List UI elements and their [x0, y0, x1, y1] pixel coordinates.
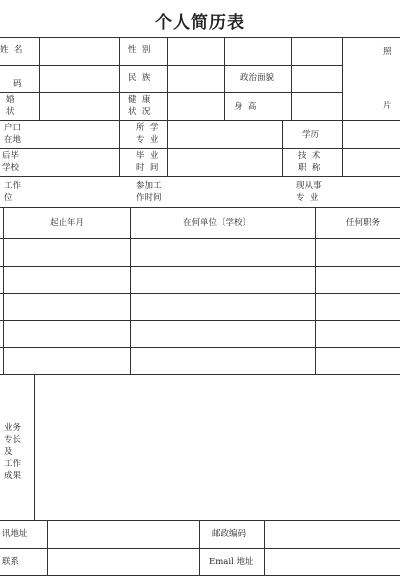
label-political: 政治面貌 [240, 73, 275, 83]
rule [47, 520, 48, 575]
rule [0, 548, 400, 549]
rule [0, 120, 400, 121]
rule [167, 37, 168, 176]
page-title: 个人简历表 [155, 13, 245, 33]
rule [34, 374, 35, 520]
rule [0, 347, 400, 348]
rule [0, 176, 400, 177]
rule [0, 207, 400, 208]
label-education: 学历 [302, 130, 320, 140]
label-current-job: 现从事 专 业 [296, 181, 322, 203]
label-photo-2: 片 [383, 101, 392, 111]
rule [199, 520, 200, 575]
rule [0, 520, 400, 521]
label-postcode: 邮政编码 [212, 529, 247, 539]
history-col-position: 任何职务 [346, 218, 381, 228]
label-grad-school: 后毕 学校 [2, 151, 20, 173]
label-health: 健 康 状 况 [128, 95, 151, 117]
label-address: 讯地址 [2, 529, 28, 539]
label-title-rank: 技 术 职 称 [298, 151, 321, 173]
rule [0, 374, 400, 375]
label-hukou: 户口 在地 [4, 123, 22, 145]
label-gender: 性 别 [128, 45, 151, 55]
history-col-period: 起止年月 [50, 218, 85, 228]
rule [291, 37, 292, 120]
rule [0, 293, 400, 294]
label-height: 身 高 [234, 102, 257, 112]
label-email: Email 地址 [209, 557, 254, 567]
history-col-unit: 在何单位〔学校〕 [183, 218, 252, 228]
label-ethnicity: 民 族 [128, 73, 151, 83]
rule [0, 148, 400, 149]
label-work-start: 参加工 作时间 [136, 181, 162, 203]
rule [39, 37, 40, 120]
rule [264, 520, 265, 575]
rule [342, 37, 343, 176]
label-id-code: 码 [13, 79, 22, 89]
label-grad-time: 毕 业 时 间 [136, 151, 159, 173]
label-name: 姓 名 [0, 45, 23, 55]
label-achievements: 业务 专长 及 工作 成果 [4, 423, 22, 481]
rule [0, 238, 400, 239]
label-marital: 婚 状 [6, 95, 15, 117]
rule [0, 575, 400, 576]
label-phone: 联系 [2, 557, 20, 567]
label-major: 所 学 专 业 [136, 123, 159, 145]
rule [315, 207, 316, 374]
rule [0, 320, 400, 321]
rule [3, 207, 4, 374]
rule [0, 266, 400, 267]
rule [0, 37, 400, 38]
label-work-unit: 工作 位 [4, 181, 22, 203]
rule [224, 37, 225, 120]
rule [119, 37, 120, 176]
label-photo: 照 [383, 47, 392, 57]
rule [282, 120, 283, 176]
rule [130, 207, 131, 374]
